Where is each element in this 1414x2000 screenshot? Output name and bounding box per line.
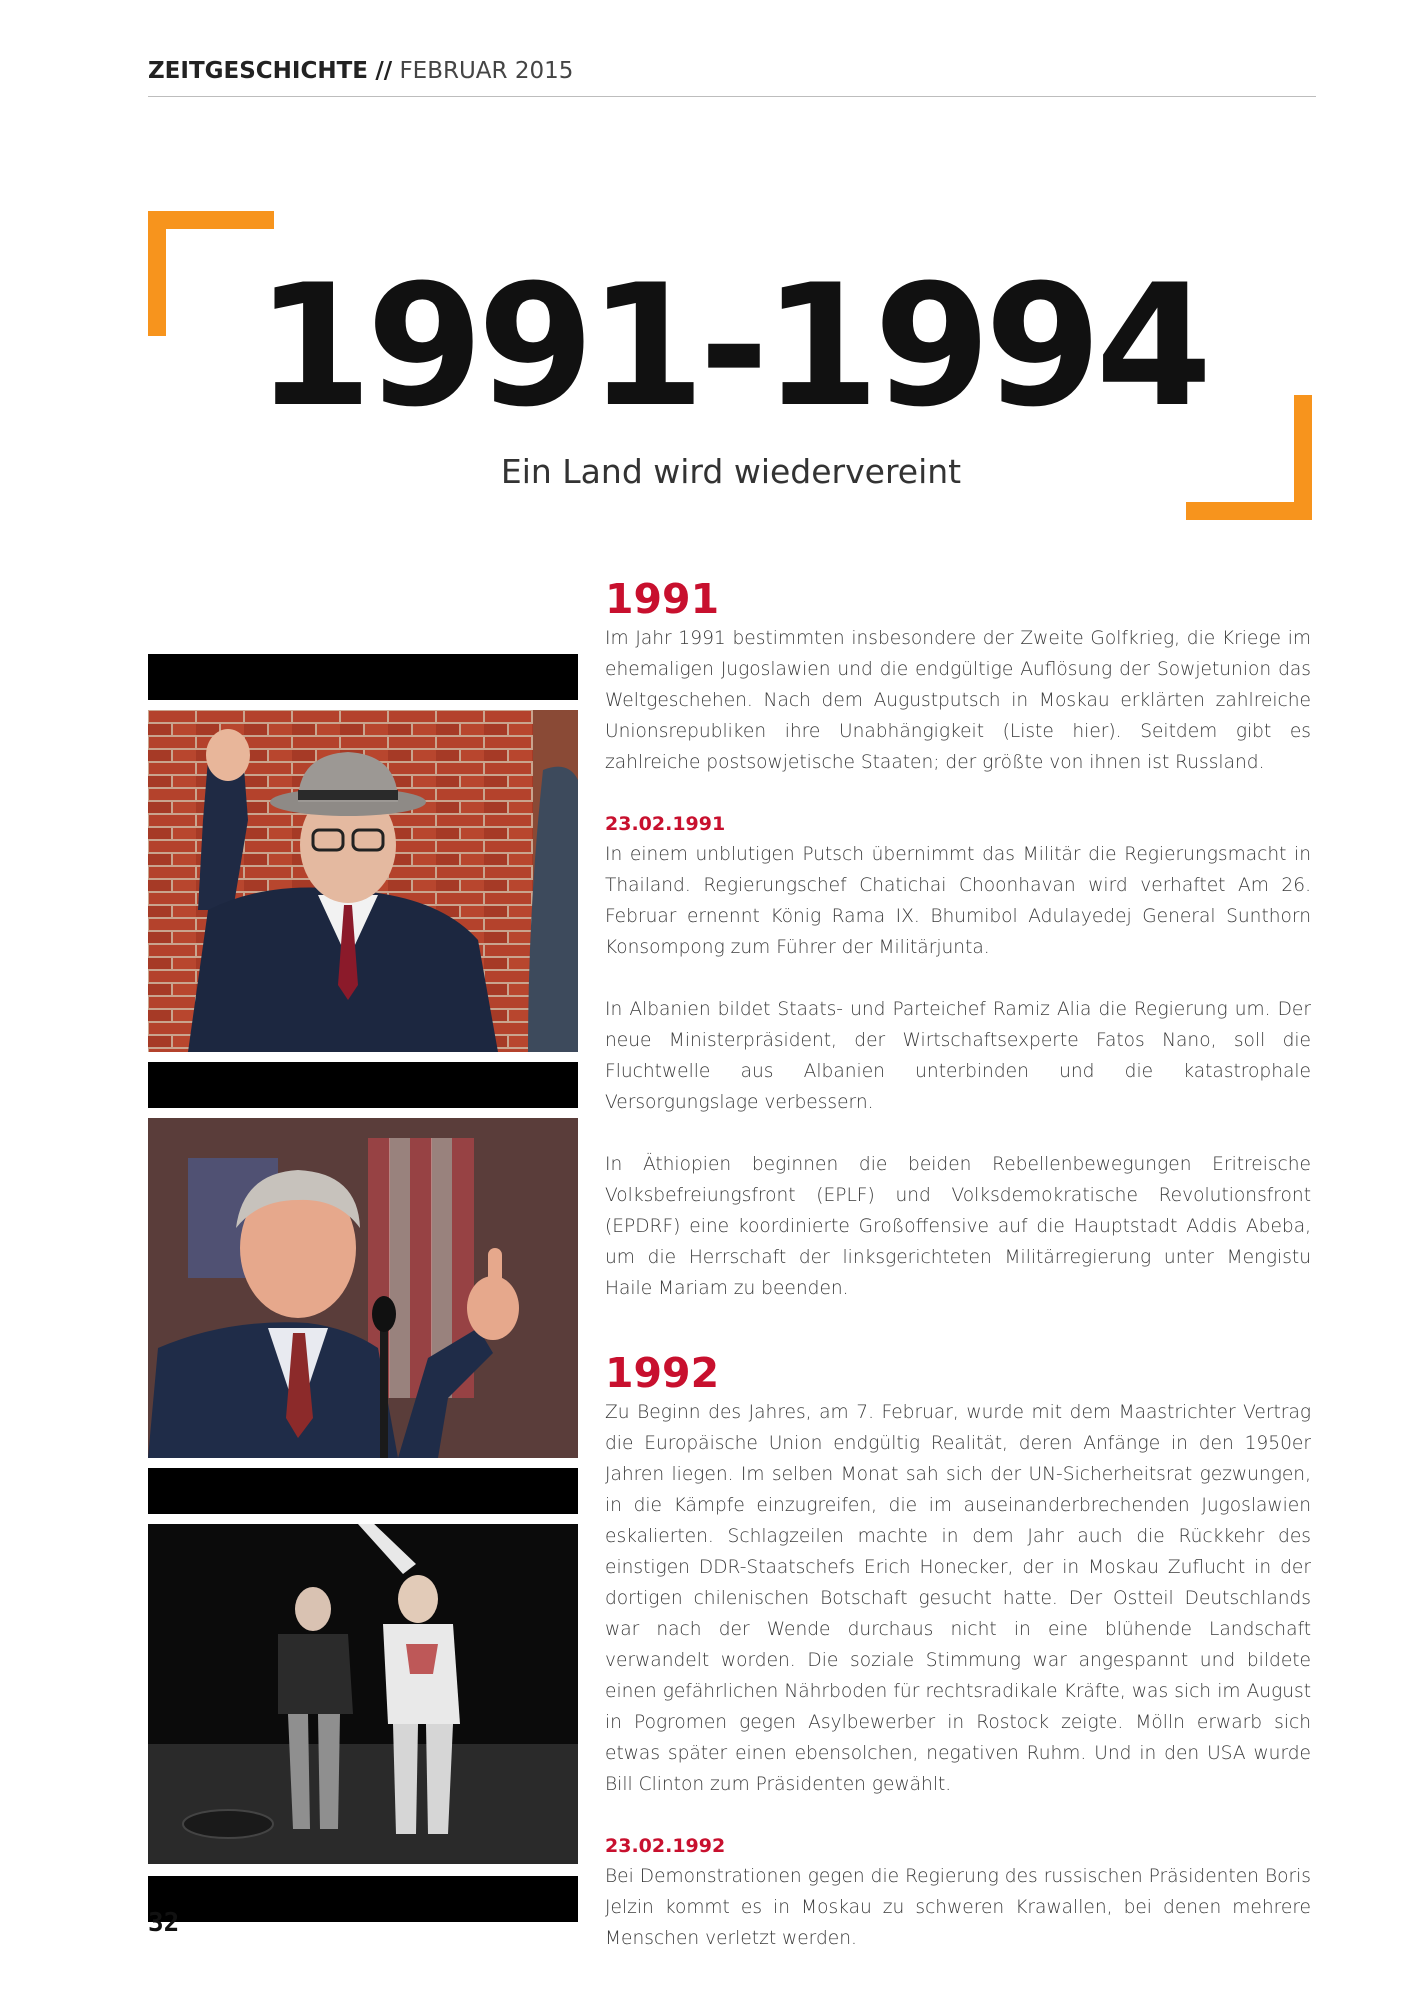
paragraph-moscow-riots: Bei Demonstrationen gegen die Regierung des russischen Präsidenten Boris Jelzin kommt es in Moskau zu schweren Krawallen, bei denen mehrere Menschen verletzt werden. xyxy=(605,1866,1311,1949)
page-subtitle: Ein Land wird wiedervereint xyxy=(500,452,962,491)
paragraph-1991-intro: Im Jahr 1991 bestimmten insbesondere der Zweite Golfkrieg, die Kriege im ehemaligen Jugoslawien und die endgültige Auflösung der Sowjetunion das Weltgeschehen. Nach dem Augustputsch in Moskau erklärten zahlreiche Unionsrepubliken ihre Unabhängigkeit (Liste hier). Seitdem gibt es zahlreiche postsowjetische Staaten; der größte von ihnen ist Russland. xyxy=(605,628,1311,773)
article-column xyxy=(605,575,1311,1954)
black-bar xyxy=(148,1468,578,1514)
black-bar xyxy=(148,654,578,700)
photo-clinton xyxy=(148,1118,578,1458)
black-bar xyxy=(148,1876,578,1922)
page-number: 32 xyxy=(148,1908,180,1938)
paragraph-thailand: In einem unblutigen Putsch übernimmt das Militär die Regierungsmacht in Thailand. Regierungschef Chatichai Choonhavan wird verhaftet Am 26. Februar ernennt König Rama IX. Bhumibol Adulayedej General Sunthorn Konsompong zum Führer der Militärjunta. xyxy=(605,844,1311,958)
paragraph-ethiopia: In Äthiopien beginnen die beiden Rebellenbewegungen Eritreische Volksbefreiungsfront (EPLF) und Volksdemokratische Revolutionsfront (EPDRF) eine koordinierte Großoffensive auf die Hauptstadt Addis Abeba, um die Herrschaft der linksgerichteten Militärregierung unter Mengistu Haile Mariam zu beenden. xyxy=(605,1154,1311,1299)
date-heading-1992: 23.02.1992 xyxy=(605,1835,726,1857)
date-heading-1991: 23.02.1991 xyxy=(605,813,726,835)
header-separator: // xyxy=(375,58,393,84)
header-section: ZEITGESCHICHTE xyxy=(148,58,369,84)
page-title: 1991-1994 xyxy=(255,248,1207,444)
photo-honecker xyxy=(148,710,578,1052)
corner-bracket-top-left xyxy=(148,211,274,229)
black-bar xyxy=(148,1062,578,1108)
header-issue: FEBRUAR 2015 xyxy=(399,58,574,84)
header-divider xyxy=(148,96,1316,97)
running-header xyxy=(148,58,1316,84)
year-heading-1991: 1991 xyxy=(605,575,720,623)
year-heading-1992: 1992 xyxy=(605,1349,720,1397)
photo-night-street xyxy=(148,1524,578,1864)
paragraph-1992-intro: Zu Beginn des Jahres, am 7. Februar, wurde mit dem Maastrichter Vertrag die Europäische Union endgültig Realität, deren Anfänge in den 1950er Jahren liegen. Im selben Monat sah sich der UN-Sicherheitsrat gezwungen, in die Kämpfe einzugreifen, die im auseinanderbrechenden Jugoslawien eskalierten. Schlagzeilen machte in dem Jahr auch die Rückkehr des einstigen DDR-Staatschefs Erich Honecker, der in Moskau Zuflucht in der dortigen chilenischen Botschaft gesucht hatte. Der Ostteil Deutschlands war nach der Wende durchaus nicht in eine blühende Landschaft verwandelt worden. Die soziale Stimmung war angespannt und bildete einen gefährlichen Nährboden für rechtsradikale Kräfte, was sich im August in Pogromen gegen Asylbewerber in Rostock zeigte. Mölln erwarb sich etwas später einen ebensolchen, negativen Ruhm. Und in den USA wurde Bill Clinton zum Präsidenten gewählt. xyxy=(605,1402,1311,1795)
paragraph-albania: In Albanien bildet Staats- und Parteichef Ramiz Alia die Regierung um. Der neue Ministerpräsident, der Wirtschaftsexperte Fatos Nano, soll die Fluchtwelle aus Albanien unterbinden und die katastrophale Versorgungslage verbessern. xyxy=(605,999,1311,1113)
